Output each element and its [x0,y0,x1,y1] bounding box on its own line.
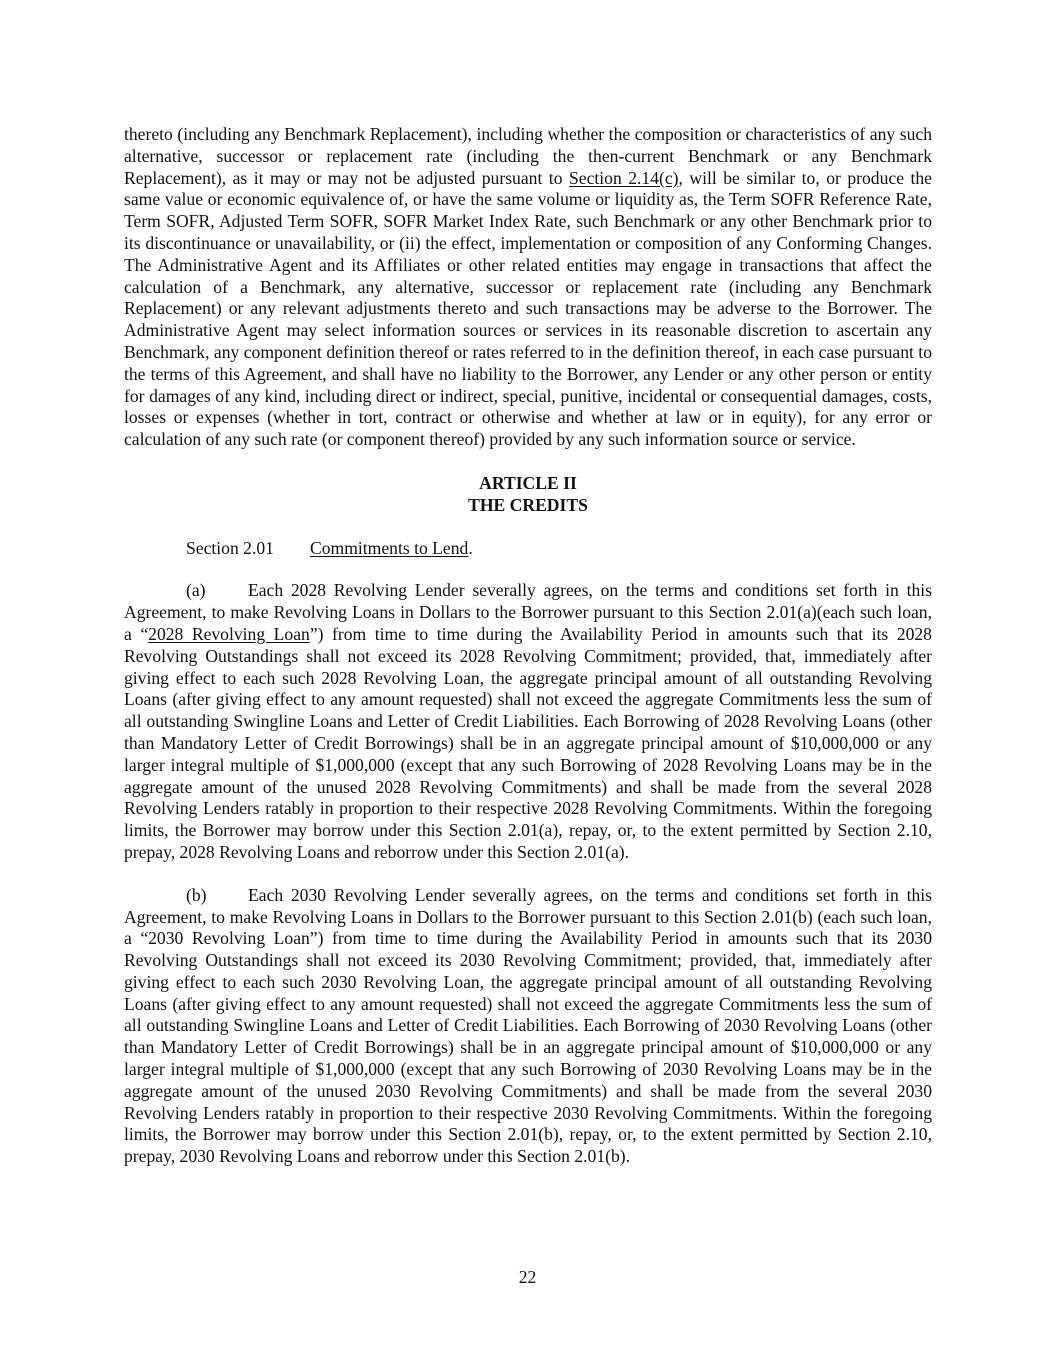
article-number: ARTICLE II [479,472,577,493]
section-title: Commitments to Lend [310,537,469,558]
body-paragraph-continued [124,124,932,451]
section-reference: Section 2.14(c) [568,167,679,188]
section-number: Section 2.01 [186,537,274,558]
paragraph-text: thereto (including any Benchmark Replacement), including whether the composition or characteristics of any such alternative, successor or replacement rate (including the then-current Benchmark or any Benchmark Replacement), as it may or may not be adjusted pursuant to [124,124,932,188]
paragraph-a-label: (a) [186,580,206,601]
section-title-suffix: . [468,537,473,558]
defined-term: 2028 Revolving Loan [148,623,310,644]
document-page [124,124,932,1168]
paragraph-b [124,885,932,1168]
paragraph-text: Each 2028 Revolving Lender severally agrees, on the terms and conditions set forth in this Agreement, to make Revolving Loans in Dollars to the Borrower pursuant to this Section 2.01(a)(each such loan, a “ [124,580,932,644]
section-heading [124,538,932,560]
page-number: 22 [518,1267,537,1287]
paragraph-text: , will be similar to, or produce the same value or economic equivalence of, or have the same volume or liquidity as, the Term SOFR Reference Rate, Term SOFR, Adjusted Term SOFR, SOFR Market Index Rate, such Benchmark or any other Benchmark prior to its discontinuance or unavailability, or (ii) the effect, implementation or composition of any Conforming Changes. The Administrative Agent and its Affiliates or other related entities may engage in transactions that affect the calculation of a Benchmark, any alternative, successor or replacement rate (including any Benchmark Replacement) or any relevant adjustments thereto and such transactions may be adverse to the Borrower. The Administrative Agent may select information sources or services in its reasonable discretion to ascertain any Benchmark, any component definition thereof or rates referred to in the definition thereof, in each case pursuant to the terms of this Agreement, and shall have no liability to the Borrower, any Lender or any other person or entity for damages of any kind, including direct or indirect, special, punitive, incidental or consequential damages, costs, losses or expenses (whether in tort, contract or otherwise and whether at law or in equity), for any error or calculation of any such rate (or component thereof) provided by any such information source or service. [124,167,932,450]
paragraph-text: Each 2030 Revolving Lender severally agrees, on the terms and conditions set forth in this Agreement, to make Revolving Loans in Dollars to the Borrower pursuant to this Section 2.01(b) (each such loan, a “2030 Revolving Loan”) from time to time during the Availability Period in amounts such that its 2030 Revolving Outstandings shall not exceed its 2030 Revolving Commitment; provided, that, immediately after giving effect to each such 2030 Revolving Loan, the aggregate principal amount of all outstanding Revolving Loans (after giving effect to any amount requested) shall not exceed the aggregate Commitments less the sum of all outstanding Swingline Loans and Letter of Credit Liabilities. Each Borrowing of 2030 Revolving Loans (other than Mandatory Letter of Credit Borrowings) shall be in an aggregate principal amount of $10,000,000 or any larger integral multiple of $1,000,000 (except that any such Borrowing of 2030 Revolving Loans may be in the aggregate amount of the unused 2030 Revolving Commitments) and shall be made from the several 2030 Revolving Lenders ratably in proportion to their respective 2030 Revolving Commitments. Within the foregoing limits, the Borrower may borrow under this Section 2.01(b), repay, or, to the extent permitted by Section 2.10, prepay, 2030 Revolving Loans and reborrow under this Section 2.01(b). [124,884,932,1167]
article-title: THE CREDITS [468,494,588,515]
paragraph-text: ”) from time to time during the Availability Period in amounts such that its 2028 Revolving Outstandings shall not exceed its 2028 Revolving Commitment; provided, that, immediately after giving effect to each such 2028 Revolving Loan, the aggregate principal amount of all outstanding Revolving Loans (after giving effect to any amount requested) shall not exceed the aggregate Commitments less the sum of all outstanding Swingline Loans and Letter of Credit Liabilities. Each Borrowing of 2028 Revolving Loans (other than Mandatory Letter of Credit Borrowings) shall be in an aggregate principal amount of $10,000,000 or any larger integral multiple of $1,000,000 (except that any such Borrowing of 2028 Revolving Loans may be in the aggregate amount of the unused 2028 Revolving Commitments) and shall be made from the several 2028 Revolving Lenders ratably in proportion to their respective 2028 Revolving Commitments. Within the foregoing limits, the Borrower may borrow under this Section 2.01(a), repay, or, to the extent permitted by Section 2.10, prepay, 2028 Revolving Loans and reborrow under this Section 2.01(a). [124,623,932,862]
paragraph-a [124,580,932,863]
paragraph-b-label: (b) [186,884,207,905]
